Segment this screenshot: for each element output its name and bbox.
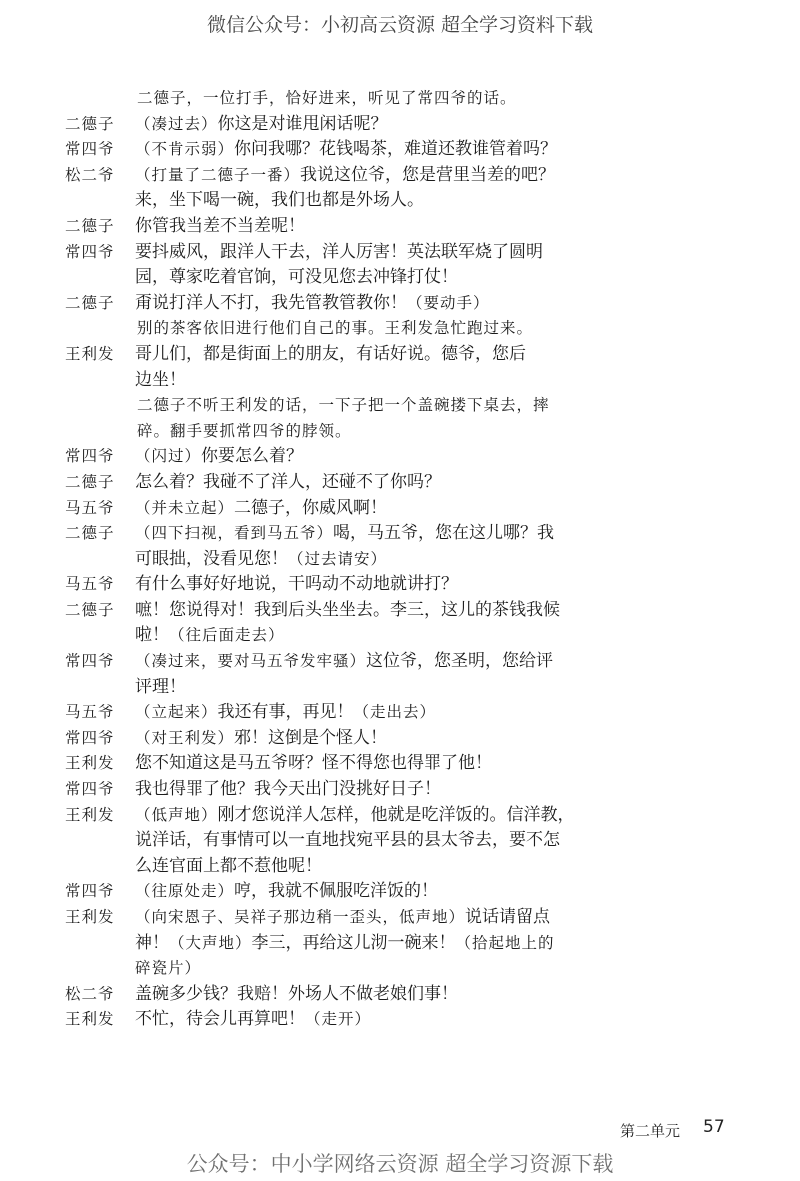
dialogue-line	[65, 188, 765, 214]
dialogue-line	[65, 137, 765, 163]
stage-direction-text: 碎。翻手要抓常四爷的脖领。	[137, 421, 352, 440]
stage-direction: （对王利发）	[135, 728, 235, 747]
speaker-name: 常四爷	[65, 882, 115, 901]
dialogue-line	[65, 572, 765, 598]
dialogue-text: 你管我当差不当差呢！	[135, 215, 305, 236]
stage-direction: （低声地）	[135, 805, 218, 824]
dialogue-line	[65, 342, 765, 368]
speaker-name: 常四爷	[65, 447, 115, 466]
speaker-name: 二德子	[65, 472, 115, 491]
speaker-name: 马五爷	[65, 498, 115, 517]
stage-direction: （四下扫视，看到马五爷）	[135, 524, 334, 543]
dialogue-line	[65, 726, 765, 752]
dialogue-text: 评理！	[135, 676, 186, 697]
dialogue-line	[65, 828, 765, 854]
dialogue-text: 不忙，待会儿再算吧！	[135, 1009, 305, 1030]
dialogue-text: 有什么事好好地说，干吗动不动地就讲打？	[135, 574, 458, 595]
stage-direction: （大声地）	[169, 933, 252, 952]
dialogue-line	[65, 1007, 765, 1033]
speaker-name: 二德子	[65, 216, 115, 235]
dialogue-line	[65, 496, 765, 522]
stage-direction: 碎瓷片）	[135, 959, 202, 978]
dialogue-text: 我说这位爷，您是营里当差的吧？	[300, 164, 556, 185]
speaker-name: 王利发	[65, 344, 115, 363]
speaker-name: 二德子	[65, 524, 115, 543]
dialogue-line	[65, 240, 765, 266]
dialogue-line	[65, 444, 765, 470]
page-number: 57	[703, 1117, 725, 1137]
stage-direction: （走开）	[305, 1010, 372, 1029]
speaker-name: 常四爷	[65, 728, 115, 747]
speaker-name: 常四爷	[65, 780, 115, 799]
speaker-name: 常四爷	[65, 242, 115, 261]
dialogue-text: 哼，我就不佩服吃洋饭的！	[234, 881, 439, 902]
dialogue-text: 你要怎么着？	[201, 446, 304, 467]
script-body	[65, 86, 765, 1033]
dialogue-text: 您不知道这是马五爷呀？怪不得您也得罪了他！	[135, 753, 492, 774]
speaker-name: 二德子	[65, 293, 115, 312]
dialogue-text: 刚才您说洋人怎样，他就是吃洋饭的。信洋教，	[217, 804, 575, 825]
dialogue-text: 说洋话，有事情可以一直地找宛平县的县太爷去，要不怎	[135, 830, 560, 851]
dialogue-line	[65, 547, 765, 573]
dialogue-line	[65, 623, 765, 649]
dialogue-line	[65, 265, 765, 291]
dialogue-text: 嗻！您说得对！我到后头坐坐去。李三，这儿的茶钱我候	[135, 599, 560, 620]
dialogue-line	[65, 956, 765, 982]
speaker-name: 二德子	[65, 600, 115, 619]
page-header: 微信公众号：小初高云资源 超全学习资料下载	[206, 14, 594, 36]
dialogue-text: 甭说打洋人不打，我先管教管教你！	[135, 292, 407, 313]
dialogue-line	[65, 675, 765, 701]
dialogue-text: 喝，马五爷，您在这儿哪？我	[333, 523, 555, 544]
dialogue-line	[65, 982, 765, 1008]
stage-direction: （不肯示弱）	[135, 140, 235, 159]
dialogue-text: 可眼拙，没看见您！	[135, 548, 288, 569]
dialogue-line	[65, 521, 765, 547]
dialogue-text: 这位爷，您圣明，您给评	[366, 651, 554, 672]
dialogue-line	[65, 368, 765, 394]
stage-direction-line	[65, 86, 765, 112]
stage-direction: （向宋恩子、吴祥子那边稍一歪头，低声地）	[135, 908, 466, 926]
dialogue-text: 说话请留点	[465, 907, 551, 927]
dialogue-text: 你这是对谁甩闲话呢？	[217, 113, 388, 134]
dialogue-line	[65, 649, 765, 675]
stage-direction: （凑过来，要对马五爷发牢骚）	[135, 652, 367, 671]
dialogue-line	[65, 879, 765, 905]
stage-direction: （往后面走去）	[169, 626, 285, 645]
stage-direction: （并未立起）	[135, 498, 235, 517]
stage-direction: （打量了二德子一番）	[135, 165, 301, 184]
dialogue-text: 李三，再给这儿沏一碗来！	[251, 932, 456, 953]
dialogue-text: 啦！	[135, 625, 169, 646]
dialogue-line	[65, 854, 765, 880]
dialogue-text: 么连官面上都不惹他呢！	[135, 855, 322, 876]
speaker-name: 王利发	[65, 754, 115, 773]
stage-direction-text: 二德子不听王利发的话，一下子把一个盖碗搂下桌去，摔	[137, 396, 550, 415]
dialogue-text: 要抖威风，跟洋人干去，洋人厉害！英法联军烧了圆明	[135, 241, 543, 262]
dialogue-text: 来，坐下喝一碗，我们也都是外场人。	[135, 190, 424, 211]
dialogue-text: 邪！这倒是个怪人！	[234, 727, 388, 748]
stage-direction-line	[65, 393, 765, 419]
speaker-name: 王利发	[65, 1010, 115, 1029]
speaker-name: 松二爷	[65, 165, 115, 184]
stage-direction: （要动手）	[407, 293, 490, 312]
dialogue-text: 我也得罪了他？我今天出门没挑好日子！	[135, 779, 441, 800]
unit-label: 第二单元	[620, 1122, 681, 1140]
dialogue-line	[65, 931, 765, 957]
speaker-name: 王利发	[65, 805, 115, 824]
dialogue-line	[65, 700, 765, 726]
speaker-name: 二德子	[65, 114, 115, 133]
dialogue-text: 二德子，你威风啊！	[234, 497, 388, 518]
stage-direction-line	[65, 419, 765, 445]
stage-direction: （往原处走）	[135, 882, 235, 901]
speaker-name: 王利发	[65, 908, 115, 926]
dialogue-line	[65, 291, 765, 317]
dialogue-line	[65, 751, 765, 777]
dialogue-line	[65, 777, 765, 803]
stage-direction: （拾起地上的	[455, 933, 555, 952]
dialogue-line	[65, 470, 765, 496]
speaker-name: 常四爷	[65, 140, 115, 159]
dialogue-text: 园，尊家吃着官饷，可没见您去冲锋打仗！	[135, 267, 458, 288]
stage-direction: （闪过）	[135, 447, 202, 466]
dialogue-line	[65, 803, 765, 829]
stage-direction-text: 二德子，一位打手，恰好进来，听见了常四爷的话。	[137, 89, 517, 107]
dialogue-text: 边坐！	[135, 369, 186, 390]
stage-direction-line	[65, 316, 765, 342]
watermark-text: 公众号：中小学网络云资源 超全学习资源下载	[186, 1152, 614, 1176]
dialogue-text: 怎么着？我碰不了洋人，还碰不了你吗？	[135, 471, 441, 492]
dialogue-text: 神！	[135, 932, 169, 953]
stage-direction: （走出去）	[353, 703, 437, 722]
dialogue-text: 哥儿们，都是街面上的朋友，有话好说。德爷，您后	[135, 343, 526, 364]
speaker-name: 马五爷	[65, 703, 115, 722]
dialogue-line	[65, 598, 765, 624]
speaker-name: 松二爷	[65, 984, 115, 1003]
stage-direction: （立起来）	[135, 703, 218, 722]
dialogue-text: 我还有事，再见！	[217, 702, 354, 723]
dialogue-line	[65, 905, 765, 931]
dialogue-line	[65, 163, 765, 189]
speaker-name: 常四爷	[65, 652, 115, 671]
stage-direction-text: 别的茶客依旧进行他们自己的事。王利发急忙跑过来。	[137, 319, 534, 338]
speaker-name: 马五爷	[65, 575, 115, 594]
dialogue-text: 盖碗多少钱？我赔！外场人不做老娘们事！	[135, 983, 458, 1004]
dialogue-line	[65, 112, 765, 138]
dialogue-text: 你问我哪？花钱喝茶，难道还教谁管着吗？	[234, 139, 558, 160]
stage-direction: （过去请安）	[288, 549, 388, 568]
dialogue-line	[65, 214, 765, 240]
stage-direction: （凑过去）	[135, 114, 218, 133]
